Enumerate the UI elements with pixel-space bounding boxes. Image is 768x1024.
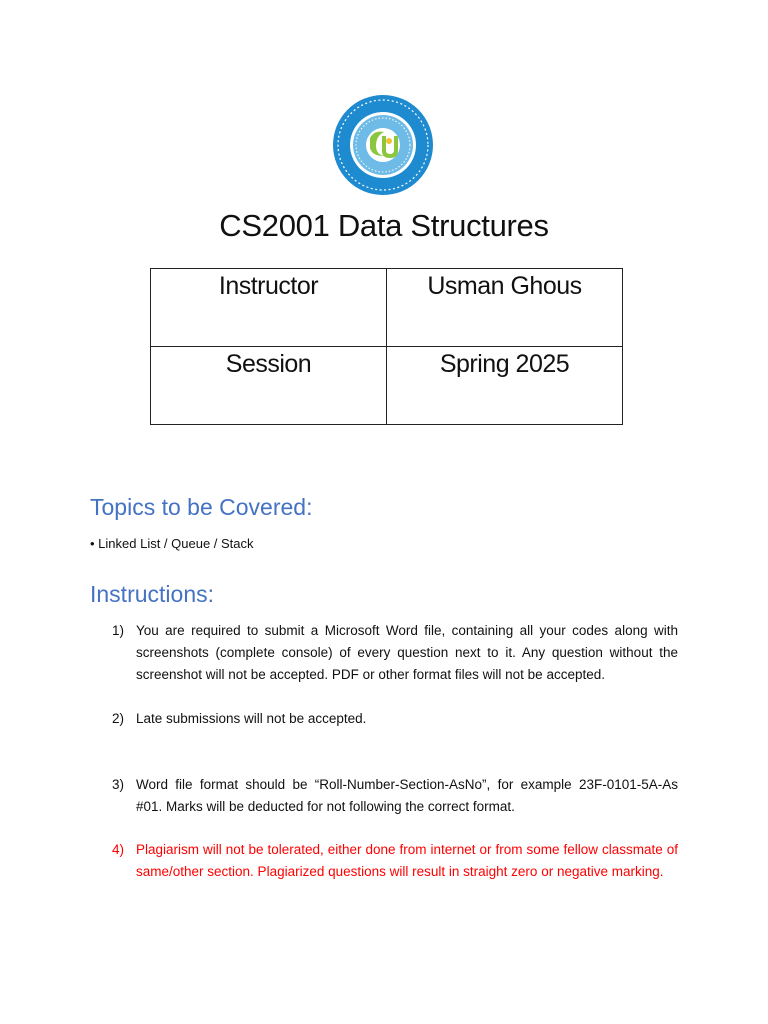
table-cell-value: Spring 2025 (387, 347, 623, 425)
document-title: CS2001 Data Structures (219, 208, 549, 243)
instruction-number: 3) (112, 777, 125, 792)
table-cell-value: Usman Ghous (387, 269, 623, 347)
instructions-heading: Instructions: (90, 581, 214, 607)
instruction-number: 4) (112, 842, 125, 857)
instruction-text: Plagiarism will not be tolerated, either done from internet or from some fellow classmate of same/other section. Plagiarized questions will result in straight zero or negative marking. (136, 842, 678, 879)
instruction-number: 2) (112, 711, 125, 726)
university-seal-icon (332, 94, 434, 196)
info-table (150, 268, 623, 425)
topics-heading: Topics to be Covered: (90, 494, 313, 520)
instruction-text: You are required to submit a Microsoft Word file, containing all your codes along with screenshots (complete console) of every question next to it. Any question without the screenshot will not be accepted. PDF or other format files will not be accepted. (136, 623, 678, 682)
instruction-item (112, 708, 678, 730)
table-cell-label: Session (151, 347, 387, 425)
plagiarism-warning-item (112, 839, 678, 883)
table-row (151, 347, 623, 425)
table-row (151, 269, 623, 347)
instruction-text: Late submissions will not be accepted. (136, 711, 367, 726)
instruction-item (112, 774, 678, 818)
instruction-item (112, 620, 678, 686)
instruction-text: Word file format should be “Roll-Number-Section-AsNo”, for example 23F-0101-5A-As #01. Marks will be deducted for not following the correct format. (136, 777, 678, 814)
topic-list-item: • Linked List / Queue / Stack (90, 536, 254, 551)
instruction-number: 1) (112, 623, 125, 638)
table-cell-label: Instructor (151, 269, 387, 347)
